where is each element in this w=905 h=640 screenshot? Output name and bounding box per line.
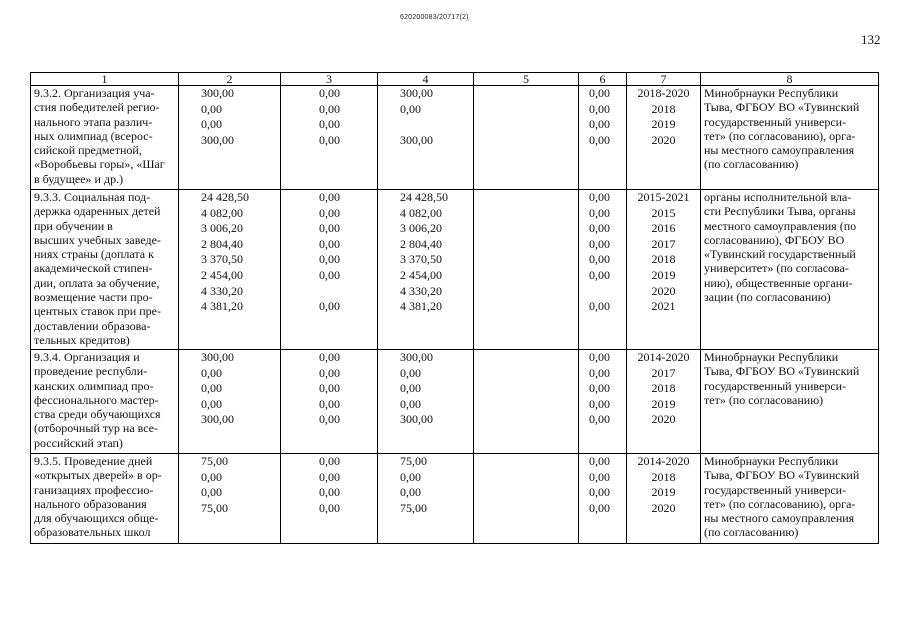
table-row [31,190,879,350]
value-line: 75,00 [201,454,228,468]
values-cell-c3 [281,350,378,454]
responsible-cell: органы исполнительной вла- сти Республики Тыва, органы местного самоуправления (по согласованию), ФГБОУ ВО «Тувинский государственный университет» (по согласова- нию), общественные органи- зации (по согласованию) [701,190,879,350]
values-cell-c6 [579,86,627,190]
responsible-cell: Минобрнауки Республики Тыва, ФГБОУ ВО «Тувинский государственный универси- тет» (по согласованию) [701,350,879,454]
program-table [30,72,879,544]
value-line: 0,00 [400,365,421,380]
value-line: 2018 [651,252,676,267]
value-line: 2015 [651,205,676,220]
value-line: 2017 [651,365,676,380]
values-cell-c3 [281,454,378,544]
value-line [474,284,578,300]
value-line: 0,00 [589,221,610,236]
value-line: 0,00 [589,101,610,116]
value-line: 24 428,50 [201,190,249,204]
value-line: 0,00 [400,396,421,411]
values-cell-c5 [474,350,579,454]
value-line: 3 370,50 [400,252,442,267]
table-row [31,350,879,454]
value-line [474,237,578,253]
value-line: 0,00 [201,101,222,116]
header-cell: 4 [378,73,474,86]
value-line: 4 082,00 [400,205,442,220]
value-line: 2017 [651,236,676,251]
value-line: 0,00 [319,299,340,314]
value-line: 3 006,20 [201,221,243,236]
value-line: 2018-2020 [637,86,690,100]
value-line: 0,00 [319,365,340,380]
value-line: 0,00 [589,252,610,267]
value-line: 0,00 [319,267,340,282]
value-line: 2 454,00 [201,267,243,282]
value-line: 75,00 [201,500,228,515]
value-line: 0,00 [400,469,421,484]
responsible-cell: Минобрнауки Республики Тыва, ФГБОУ ВО «Тувинский государственный универси- тет» (по согласованию), орга- ны местного самоуправления (по согласованию) [701,86,879,190]
values-cell-c5 [474,86,579,190]
value-line: 0,00 [319,221,340,236]
value-line: 2020 [651,412,676,427]
value-line: 0,00 [319,485,340,500]
value-line: 0,00 [319,236,340,251]
values-cell-c4 [378,454,474,544]
values-cell-c2 [179,454,281,544]
values-cell-c7 [627,454,701,544]
value-line: 0,00 [589,396,610,411]
value-line: 0,00 [319,350,340,364]
values-cell-c6 [579,454,627,544]
value-line: 0,00 [589,236,610,251]
value-line: 0,00 [589,117,610,132]
activity-name-cell: 9.3.3. Социальная под- держка одаренных детей при обучении в высших учебных заведе- ниях страны (доплата к академической стипен- дии, оплата за обучение, возмещение части про- центных ставок при пре- доставлении образова- тельных кредитов) [31,190,179,350]
values-cell-c5 [474,454,579,544]
values-cell-c4 [378,86,474,190]
value-line [474,412,578,428]
value-line: 300,00 [201,132,234,147]
value-line: 3 006,20 [400,221,442,236]
value-line [474,397,578,413]
value-line: 300,00 [400,412,433,427]
value-line: 0,00 [319,101,340,116]
value-line: 2020 [651,283,676,298]
value-line: 0,00 [400,101,421,116]
value-line: 0,00 [319,454,340,468]
value-line [281,284,377,300]
value-line: 2019 [651,267,676,282]
value-line: 4 381,20 [400,299,442,314]
value-line [474,454,578,470]
values-cell-c7 [627,350,701,454]
values-cell-c3 [281,190,378,350]
value-line: 300,00 [400,86,433,100]
value-line: 0,00 [319,412,340,427]
value-line: 0,00 [319,205,340,220]
value-line: 0,00 [319,117,340,132]
value-line: 2019 [651,485,676,500]
value-line: 4 082,00 [201,205,243,220]
value-line: 2020 [651,132,676,147]
value-line [474,252,578,268]
value-line [474,470,578,486]
values-cell-c6 [579,350,627,454]
value-line: 24 428,50 [400,190,448,204]
value-line [474,366,578,382]
document-id: 620200083/20717(2) [400,14,469,21]
value-line: 2021 [651,299,676,314]
activity-name-cell: 9.3.5. Проведение дней «открытых дверей» в ор- ганизациях профессио- нального образования для обучающихся обще- образовательных школ [31,454,179,544]
header-cell: 5 [474,73,579,86]
page-number: 132 [861,32,881,47]
header-cell: 3 [281,73,378,86]
value-line: 300,00 [201,350,234,364]
table-row [31,454,879,544]
value-line: 0,00 [319,469,340,484]
value-line [378,117,473,133]
value-line [474,350,578,366]
value-line: 0,00 [589,365,610,380]
value-line: 0,00 [201,469,222,484]
values-cell-c2 [179,350,281,454]
value-line: 75,00 [400,454,427,468]
value-line [474,190,578,206]
value-line: 0,00 [589,267,610,282]
value-line: 0,00 [201,381,222,396]
values-cell-c7 [627,190,701,350]
value-line: 0,00 [589,412,610,427]
value-line [474,117,578,133]
value-line [474,102,578,118]
table-body [31,73,879,544]
value-line: 0,00 [201,485,222,500]
value-line: 0,00 [589,86,610,100]
value-line: 2 804,40 [201,236,243,251]
values-cell-c5 [474,190,579,350]
header-cell: 7 [627,73,701,86]
value-line: 0,00 [400,381,421,396]
value-line: 0,00 [319,252,340,267]
value-line: 2 454,00 [400,267,442,282]
values-cell-c3 [281,86,378,190]
value-line: 0,00 [589,485,610,500]
value-line: 2018 [651,381,676,396]
activity-name-cell: 9.3.2. Организация уча- стия победителей регио- нального этапа различ- ных олимпиад (всерос- сийской предметной, «Воробьевы горы», «Шаг в будущее» и др.) [31,86,179,190]
value-line: 2019 [651,117,676,132]
values-cell-c2 [179,86,281,190]
value-line: 2020 [651,500,676,515]
header-row [31,73,879,86]
header-cell: 1 [31,73,179,86]
value-line: 2018 [651,101,676,116]
value-line: 0,00 [319,190,340,204]
value-line: 2018 [651,469,676,484]
value-line: 2014-2020 [637,454,690,468]
table-row [31,86,879,190]
values-cell-c4 [378,190,474,350]
value-line: 4 381,20 [201,299,243,314]
value-line: 0,00 [589,381,610,396]
value-line: 2 804,40 [400,236,442,251]
value-line: 0,00 [589,132,610,147]
value-line [474,485,578,501]
value-line [474,206,578,222]
value-line [474,501,578,517]
header-cell: 2 [179,73,281,86]
value-line: 0,00 [589,500,610,515]
value-line: 0,00 [319,381,340,396]
activity-name-cell: 9.3.4. Организация и проведение республи- канских олимпиад про- фессионального мастер- ства среди обучающихся (отборочный тур на все- российский этап) [31,350,179,454]
value-line: 2019 [651,396,676,411]
value-line: 2016 [651,221,676,236]
value-line [474,268,578,284]
value-line: 2015-2021 [637,190,690,204]
value-line: 0,00 [319,86,340,100]
responsible-cell: Минобрнауки Республики Тыва, ФГБОУ ВО «Тувинский государственный универси- тет» (по согласованию), орга- ны местного самоуправления (по согласованию) [701,454,879,544]
value-line: 0,00 [319,396,340,411]
value-line: 4 330,20 [201,283,243,298]
value-line: 0,00 [589,190,610,204]
value-line [474,381,578,397]
value-line: 0,00 [400,485,421,500]
value-line: 2014-2020 [637,350,690,364]
value-line: 4 330,20 [400,283,442,298]
values-cell-c4 [378,350,474,454]
value-line: 0,00 [589,350,610,364]
value-line [474,299,578,315]
values-cell-c6 [579,190,627,350]
value-line [474,221,578,237]
value-line: 300,00 [201,412,234,427]
value-line [579,284,626,300]
value-line: 0,00 [201,117,222,132]
value-line: 0,00 [201,365,222,380]
value-line: 3 370,50 [201,252,243,267]
values-cell-c2 [179,190,281,350]
value-line: 75,00 [400,500,427,515]
value-line [474,86,578,102]
value-line: 0,00 [201,396,222,411]
value-line: 300,00 [400,132,433,147]
value-line: 0,00 [319,500,340,515]
value-line: 0,00 [589,205,610,220]
value-line [474,133,578,149]
value-line: 0,00 [589,454,610,468]
value-line: 300,00 [400,350,433,364]
values-cell-c7 [627,86,701,190]
value-line: 0,00 [589,469,610,484]
header-cell: 6 [579,73,627,86]
value-line: 0,00 [589,299,610,314]
value-line: 300,00 [201,86,234,100]
value-line: 0,00 [319,132,340,147]
header-cell: 8 [701,73,879,86]
